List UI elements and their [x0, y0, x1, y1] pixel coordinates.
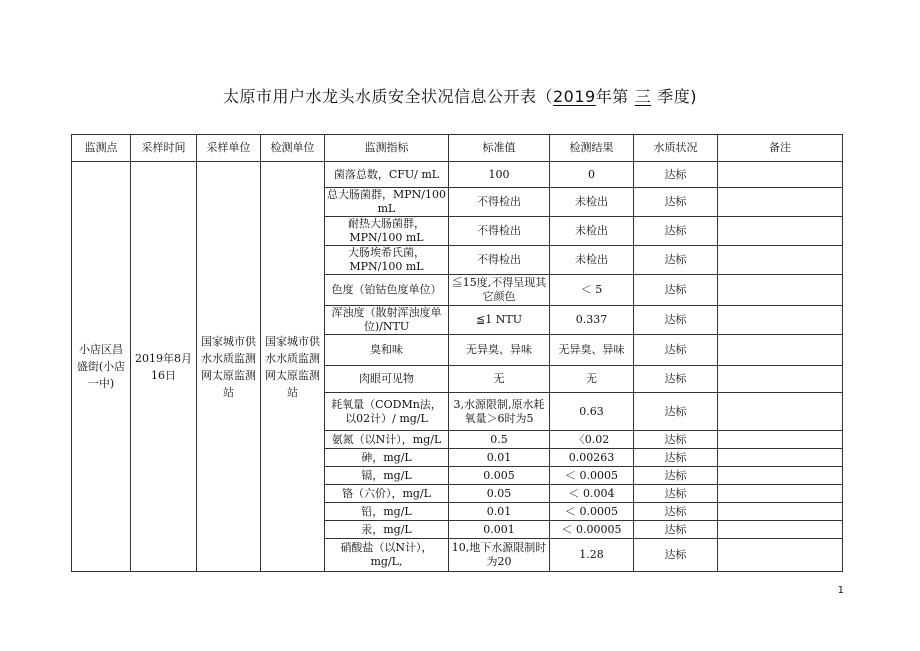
note-cell	[718, 335, 843, 366]
result-cell: ＜ 0.0005	[550, 503, 634, 521]
header-cell: 标准值	[449, 135, 550, 162]
note-cell	[718, 393, 843, 431]
note-cell	[718, 217, 843, 246]
standard-cell: 0.01	[449, 503, 550, 521]
result-cell: ＜ 5	[550, 275, 634, 306]
header-cell: 检测单位	[261, 135, 325, 162]
indicator-cell: 总大肠菌群，MPN/100 mL	[325, 188, 449, 217]
standard-cell: 无	[449, 366, 550, 393]
header-cell: 检测结果	[550, 135, 634, 162]
standard-cell: 0.01	[449, 449, 550, 467]
note-cell	[718, 467, 843, 485]
note-cell	[718, 188, 843, 217]
title-prefix: 太原市用户水龙头水质安全状况信息公开表（	[222, 87, 553, 106]
status-cell: 达标	[634, 366, 718, 393]
status-cell: 达标	[634, 188, 718, 217]
result-cell: 1.28	[550, 539, 634, 572]
indicator-cell: 铅，mg/L	[325, 503, 449, 521]
result-cell: 〈0.02	[550, 431, 634, 449]
status-cell: 达标	[634, 503, 718, 521]
water-quality-table	[71, 134, 843, 572]
status-cell: 达标	[634, 162, 718, 188]
note-cell	[718, 485, 843, 503]
indicator-cell: 硝酸盐（以N计），mg/L,	[325, 539, 449, 572]
status-cell: 达标	[634, 431, 718, 449]
status-cell: 达标	[634, 467, 718, 485]
site-cell: 小店区昌盛街(小店一中)	[72, 162, 131, 572]
standard-cell: ≦1 NTU	[449, 306, 550, 335]
header-cell: 采样单位	[197, 135, 261, 162]
indicator-cell: 大肠埃希氏菌，MPN/100 mL	[325, 246, 449, 275]
result-cell: ＜ 0.004	[550, 485, 634, 503]
result-cell: 0	[550, 162, 634, 188]
status-cell: 达标	[634, 246, 718, 275]
title-suffix: 季度)	[657, 87, 697, 106]
result-cell: 未检出	[550, 217, 634, 246]
title-mid: 年第	[595, 87, 629, 106]
sample-time-cell: 2019年8月16日	[131, 162, 197, 572]
testing-unit-cell: 国家城市供水水质监测网太原监测站	[261, 162, 325, 572]
result-cell: 未检出	[550, 246, 634, 275]
status-cell: 达标	[634, 217, 718, 246]
header-cell: 监测点	[72, 135, 131, 162]
indicator-cell: 耗氧量（CODMn法，以02计）/ mg/L	[325, 393, 449, 431]
standard-cell: 0.001	[449, 521, 550, 539]
standard-cell: 0.005	[449, 467, 550, 485]
indicator-cell: 砷，mg/L	[325, 449, 449, 467]
note-cell	[718, 503, 843, 521]
standard-cell: 0.5	[449, 431, 550, 449]
table-header-row	[72, 135, 843, 162]
status-cell: 达标	[634, 485, 718, 503]
page-title	[0, 84, 920, 107]
result-cell: 无	[550, 366, 634, 393]
indicator-cell: 汞，mg/L	[325, 521, 449, 539]
indicator-cell: 耐热大肠菌群，MPN/100 mL	[325, 217, 449, 246]
status-cell: 达标	[634, 521, 718, 539]
standard-cell: 0.05	[449, 485, 550, 503]
result-cell: ＜ 0.0005	[550, 467, 634, 485]
standard-cell: 不得检出	[449, 188, 550, 217]
header-cell: 水质状况	[634, 135, 718, 162]
standard-cell: ≦15度,不得呈现其它颜色	[449, 275, 550, 306]
standard-cell: 3,水源限制,原水耗氧量＞6时为5	[449, 393, 550, 431]
result-cell: ＜ 0.00005	[550, 521, 634, 539]
status-cell: 达标	[634, 335, 718, 366]
status-cell: 达标	[634, 539, 718, 572]
indicator-cell: 菌落总数，CFU/ mL	[325, 162, 449, 188]
indicator-cell: 色度（铂钴色度单位）	[325, 275, 449, 306]
result-cell: 无异臭、异味	[550, 335, 634, 366]
title-quarter: 三	[634, 87, 652, 106]
indicator-cell: 铬（六价），mg/L	[325, 485, 449, 503]
note-cell	[718, 449, 843, 467]
note-cell	[718, 162, 843, 188]
title-year: 2019	[553, 87, 596, 106]
indicator-cell: 肉眼可见物	[325, 366, 449, 393]
status-cell: 达标	[634, 449, 718, 467]
header-cell: 备注	[718, 135, 843, 162]
status-cell: 达标	[634, 306, 718, 335]
result-cell: 未检出	[550, 188, 634, 217]
note-cell	[718, 366, 843, 393]
standard-cell: 不得检出	[449, 246, 550, 275]
note-cell	[718, 246, 843, 275]
sampling-unit-cell: 国家城市供水水质监测网太原监测站	[197, 162, 261, 572]
standard-cell: 10,地下水源限制时为20	[449, 539, 550, 572]
page-number: 1	[837, 585, 844, 596]
indicator-cell: 镉，mg/L	[325, 467, 449, 485]
result-cell: 0.00263	[550, 449, 634, 467]
result-cell: 0.63	[550, 393, 634, 431]
note-cell	[718, 539, 843, 572]
result-cell: 0.337	[550, 306, 634, 335]
note-cell	[718, 306, 843, 335]
indicator-cell: 浑浊度（散射浑浊度单位)/NTU	[325, 306, 449, 335]
status-cell: 达标	[634, 275, 718, 306]
header-cell: 采样时间	[131, 135, 197, 162]
indicator-cell: 臭和味	[325, 335, 449, 366]
note-cell	[718, 521, 843, 539]
note-cell	[718, 431, 843, 449]
standard-cell: 100	[449, 162, 550, 188]
table-row	[72, 162, 843, 188]
standard-cell: 无异臭、异味	[449, 335, 550, 366]
header-cell: 监测指标	[325, 135, 449, 162]
status-cell: 达标	[634, 393, 718, 431]
indicator-cell: 氨氮（以N计），mg/L	[325, 431, 449, 449]
note-cell	[718, 275, 843, 306]
standard-cell: 不得检出	[449, 217, 550, 246]
